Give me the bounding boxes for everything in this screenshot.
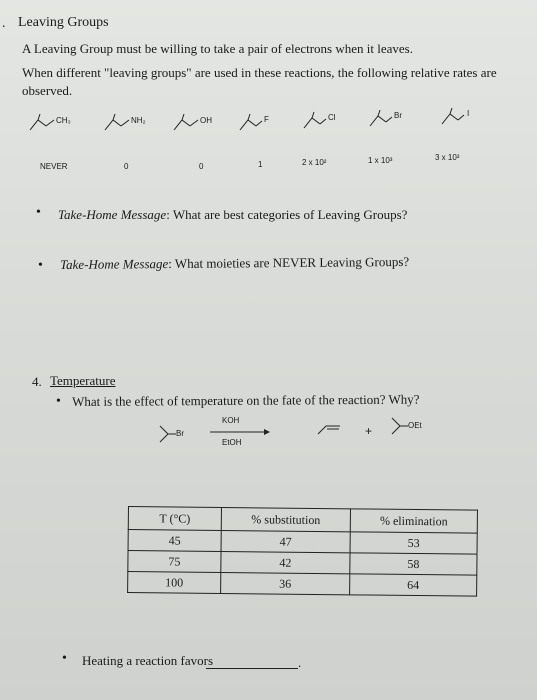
reagent-koh: KOH	[222, 416, 240, 425]
intro-line-2: observed.	[22, 83, 73, 98]
group-label: CH₃	[56, 116, 71, 125]
group-label: NH₂	[131, 116, 146, 125]
cell-temperature: 45	[128, 530, 221, 552]
molecule-nh2	[103, 112, 173, 141]
cell-temperature: 75	[128, 551, 221, 573]
rate-i: 3 x 10³	[435, 153, 460, 162]
product-ether	[390, 412, 430, 443]
cell-substitution: 47	[221, 530, 350, 552]
reagent-etoh: EtOH	[222, 438, 242, 447]
take-home-question: : What moieties are NEVER Leaving Groups?	[168, 253, 410, 272]
table-row	[128, 572, 477, 597]
cell-substitution: 36	[221, 572, 350, 594]
rate-nh2: 0	[124, 162, 129, 171]
bullet-dot: •	[38, 258, 43, 273]
take-home-prefix: Take-Home Message	[58, 207, 167, 222]
column-header-temperature: T (°C)	[128, 507, 221, 531]
take-home-2	[60, 254, 409, 273]
molecule-oh	[172, 112, 242, 141]
column-header-elimination: % elimination	[350, 509, 477, 533]
leaving-group-definition: A Leaving Group must be willing to take a pair of electrons when it leaves.	[22, 41, 413, 56]
rate-br: 1 x 10³	[368, 156, 393, 165]
bullet-dot: •	[36, 205, 41, 220]
molecule-f	[238, 112, 308, 141]
rate-cl: 2 x 10²	[302, 158, 327, 167]
section-number: .	[2, 16, 6, 31]
final-statement: Heating a reaction favors	[82, 653, 214, 668]
section-number-4: 4.	[32, 374, 42, 389]
group-label: F	[264, 115, 269, 124]
cell-temperature: 100	[128, 572, 221, 594]
group-label: Cl	[328, 113, 336, 122]
answer-blank[interactable]	[206, 668, 298, 669]
group-label: Br	[394, 111, 402, 120]
cell-elimination: 64	[350, 574, 477, 596]
bullet-dot: •	[62, 651, 67, 666]
column-header-substitution: % substitution	[221, 507, 350, 531]
reactant-alkyl-bromide	[158, 422, 198, 449]
temperature-data-table	[127, 506, 478, 597]
intro-line-1: When different "leaving groups" are used in these reactions, the following relative rates are	[22, 65, 497, 80]
molecule-i	[440, 106, 510, 135]
rate-oh: 0	[199, 162, 204, 171]
molecule-br	[368, 108, 438, 137]
section-title-temperature: Temperature	[50, 373, 116, 388]
bullet-dot: •	[56, 394, 61, 409]
rate-f: 1	[258, 160, 263, 169]
final-period: .	[298, 655, 302, 670]
cell-substitution: 42	[221, 551, 350, 573]
group-label: I	[467, 109, 470, 118]
product-alkene	[316, 422, 346, 443]
group-label: OH	[200, 116, 212, 125]
temperature-question: What is the effect of temperature on the fate of the reaction? Why?	[72, 391, 420, 409]
cell-elimination: 58	[350, 553, 477, 575]
reaction-arrow	[210, 428, 270, 436]
molecule-ch3	[28, 112, 98, 141]
take-home-prefix: Take-Home Message	[60, 256, 169, 272]
product-label: OEt	[408, 421, 422, 430]
cell-elimination: 53	[350, 532, 477, 554]
plus-sign: +	[365, 424, 373, 438]
take-home-1	[58, 207, 407, 223]
section-title-leaving-groups: Leaving Groups	[18, 15, 109, 30]
rate-ch3: NEVER	[40, 162, 68, 171]
reactant-label: Br	[176, 429, 184, 438]
take-home-question: : What are best categories of Leaving Groups?	[166, 207, 408, 222]
molecule-cl	[302, 110, 372, 139]
